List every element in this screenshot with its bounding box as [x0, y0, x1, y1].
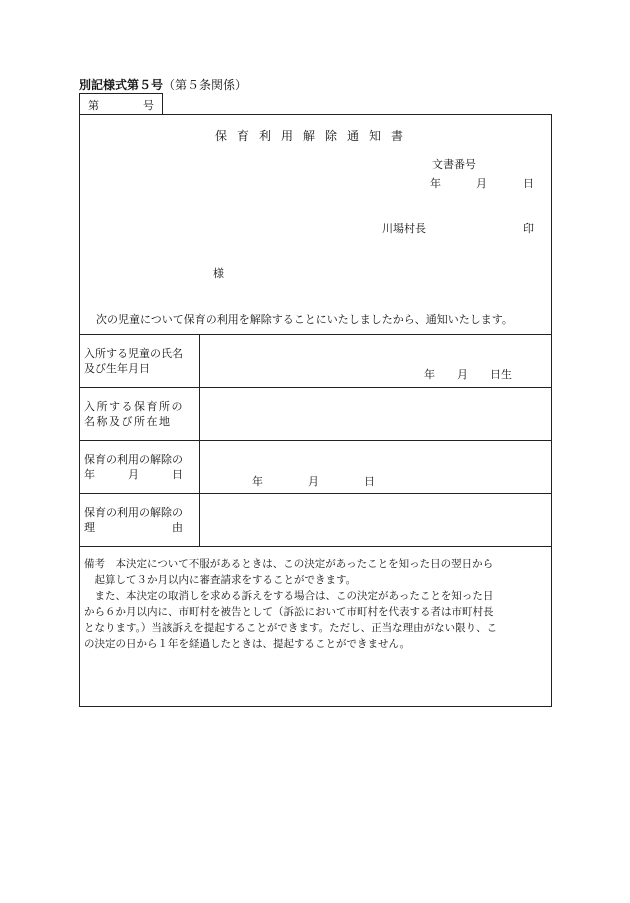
row3-label-line1: 保育の利用の解除の: [84, 453, 183, 466]
row1-value: 年 月 日生: [424, 368, 512, 381]
date-day: 日: [523, 177, 534, 190]
row3-value: 年 月 日: [252, 475, 378, 488]
row1-label-line1: 入所する児童の氏名: [84, 347, 183, 360]
remarks-line-4: から６か月以内に、市町村を被告として（訴訟において市町村を代表する者は市町村長: [84, 606, 494, 618]
date-month: 月: [476, 177, 487, 190]
remarks-line-5: となります。）当該訴えを提起することができます。ただし、正当な理由がない限り、こ: [84, 622, 498, 634]
issuer: 川場村長: [382, 222, 426, 235]
form-relation: （第５条関係）: [163, 78, 248, 92]
remarks-block: [84, 556, 552, 652]
date-year: 年: [430, 177, 441, 190]
table-row-rule-2: [79, 440, 552, 441]
table-row-label: [84, 399, 184, 429]
table-row-label: [84, 452, 183, 482]
notice-body-text: 次の児童について保育の利用を解除することにいたしましたから、通知いたします。: [96, 313, 513, 326]
row1-label-line2: 及び生年月日: [84, 362, 150, 375]
form-label-text: 別記様式第５号: [79, 78, 164, 92]
remarks-line-6: の決定の日から１年を経過したときは、提起することができません。: [84, 638, 411, 650]
table-column-divider: [199, 334, 200, 546]
addressee-suffix: 様: [213, 267, 224, 280]
remarks-line-2: 起算して３か月以内に審査請求をすることができます。: [84, 574, 357, 586]
notice-title: 保育利用解除通知書: [215, 129, 414, 143]
table-row-rule-3: [79, 493, 552, 494]
table-row-label: [84, 505, 183, 535]
table-top-rule: [79, 334, 552, 335]
row2-label-line1: 入所する保育所の: [84, 400, 184, 413]
remarks-line-3: また、本決定の取消しを求める訴えをする場合は、この決定があったことを知った日: [84, 590, 494, 602]
form-label: [79, 76, 247, 93]
doc-number-label: 文書番号: [432, 158, 476, 171]
seal: 印: [523, 222, 534, 235]
row4-label-line1: 保育の利用の解除の: [84, 506, 183, 519]
table-row-label: [84, 346, 183, 376]
number-suffix: 号: [143, 99, 154, 112]
number-prefix: 第: [88, 99, 99, 112]
row2-label-line2: 名称及び所在地: [84, 415, 172, 428]
row3-label-line2: 年 月 日: [84, 468, 183, 481]
table-row-rule-1: [79, 387, 552, 388]
row4-label-line2: 理 由: [84, 521, 183, 534]
remarks-line-1: 備考 本決定について不服があるときは、この決定があったことを知った日の翌日から: [84, 558, 494, 570]
table-bottom-rule: [79, 546, 552, 547]
